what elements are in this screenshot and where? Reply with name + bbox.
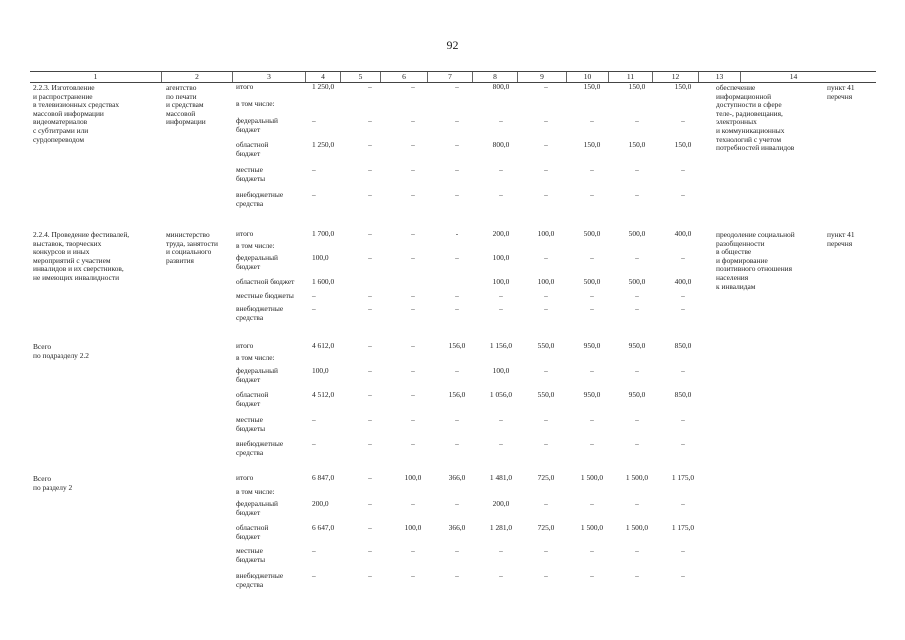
row-value-col-11: – (635, 165, 639, 174)
row-value-col-6: – (411, 229, 415, 238)
row-value-col-10: 1 500,0 (580, 473, 604, 482)
row-value-col-11: – (635, 366, 639, 375)
section-executor: министерство труда, занятости и социального развития (166, 230, 218, 265)
section-item-title: 2.2.3. Изготовление и распространение в телевизионных средствах массовой информации видеоматериалов с субтитрами или сурдопереводом (33, 83, 120, 144)
row-value-col-12: 400,0 (674, 277, 692, 286)
row-value-col-5: – (368, 499, 372, 508)
row-label: областной бюджет (236, 523, 269, 541)
row-value-col-10: – (590, 116, 594, 125)
row-label: областной бюджет (236, 390, 269, 408)
row-value-col-9: – (544, 439, 548, 448)
row-value-col-9: – (544, 165, 548, 174)
row-value-col-8: 1 056,0 (489, 390, 513, 399)
row-value-col-12: – (681, 571, 685, 580)
row-value-col-7: – (455, 140, 459, 149)
section-reference: пункт 41 перечня (827, 230, 855, 248)
row-value-col-8: 800,0 (492, 140, 510, 149)
row-value-col-12: – (681, 415, 685, 424)
row-value-col-10: 150,0 (583, 82, 601, 91)
row-value-col-12: – (681, 366, 685, 375)
row-value-col-9: 725,0 (537, 473, 555, 482)
column-header-11: 11 (608, 72, 652, 82)
row-value-col-7: 156,0 (448, 341, 466, 350)
row-value-col-10: 500,0 (583, 229, 601, 238)
row-value-col-9: – (544, 304, 548, 313)
row-value-col-11: 150,0 (628, 140, 646, 149)
column-header-6: 6 (380, 72, 427, 82)
row-value-col-11: – (635, 499, 639, 508)
row-value-col-10: – (590, 304, 594, 313)
row-label: в том числе: (236, 99, 275, 108)
row-value-col-8: – (499, 165, 503, 174)
row-value-col-4: 6 847,0 (312, 473, 335, 482)
row-value-col-9: – (544, 415, 548, 424)
row-value-col-4: 100,0 (312, 366, 329, 375)
row-value-col-12: 850,0 (674, 390, 692, 399)
row-label: областной бюджет (236, 140, 269, 158)
row-value-col-10: 500,0 (583, 277, 601, 286)
row-label: местные бюджеты (236, 291, 294, 300)
row-value-col-12: – (681, 499, 685, 508)
row-value-col-11: 950,0 (628, 341, 646, 350)
row-value-col-9: – (544, 140, 548, 149)
row-value-col-4: – (312, 415, 316, 424)
page-number: 92 (446, 38, 459, 52)
column-header-2: 2 (161, 72, 232, 82)
row-value-col-5: – (368, 571, 372, 580)
row-value-col-10: – (590, 291, 594, 300)
row-value-col-5: – (368, 82, 372, 91)
row-value-col-12: 150,0 (674, 140, 692, 149)
row-value-col-7: 366,0 (448, 523, 466, 532)
row-value-col-6: – (411, 291, 415, 300)
row-value-col-8: 100,0 (492, 277, 510, 286)
row-value-col-4: 1 600,0 (312, 277, 335, 286)
column-header-13: 13 (698, 72, 740, 82)
row-value-col-11: 1 500,0 (625, 473, 649, 482)
row-value-col-7: – (455, 165, 459, 174)
row-label: в том числе: (236, 487, 275, 496)
row-value-col-12: 150,0 (674, 82, 692, 91)
row-value-col-7: – (455, 439, 459, 448)
row-value-col-6: – (411, 571, 415, 580)
row-value-col-6: – (411, 190, 415, 199)
row-value-col-12: 1 175,0 (671, 523, 695, 532)
row-label: итого (236, 473, 254, 482)
row-label: областной бюджет (236, 277, 295, 286)
row-value-col-8: 800,0 (492, 82, 510, 91)
row-value-col-5: – (368, 304, 372, 313)
section-executor: агентство по печати и средствам массовой информации (166, 83, 206, 127)
row-value-col-4: – (312, 439, 316, 448)
row-value-col-11: – (635, 304, 639, 313)
row-value-col-8: – (499, 546, 503, 555)
row-value-col-5: – (368, 253, 372, 262)
row-value-col-10: – (590, 546, 594, 555)
row-value-col-10: – (590, 415, 594, 424)
row-value-col-11: 500,0 (628, 229, 646, 238)
row-value-col-7: – (455, 82, 459, 91)
row-value-col-4: – (312, 190, 316, 199)
row-label: федеральный бюджет (236, 366, 278, 384)
row-value-col-11: 150,0 (628, 82, 646, 91)
row-value-col-4: 6 647,0 (312, 523, 335, 532)
row-value-col-11: 500,0 (628, 277, 646, 286)
row-value-col-8: – (499, 415, 503, 424)
row-value-col-5: – (368, 140, 372, 149)
column-header-5: 5 (340, 72, 380, 82)
row-value-col-12: – (681, 546, 685, 555)
row-value-col-9: 550,0 (537, 341, 555, 350)
row-value-col-5: – (368, 229, 372, 238)
row-label: внебюджетные средства (236, 571, 284, 589)
row-value-col-7: – (455, 546, 459, 555)
row-value-col-4: 1 250,0 (312, 82, 335, 91)
row-value-col-5: – (368, 366, 372, 375)
row-value-col-6: 100,0 (404, 473, 422, 482)
row-value-col-7: – (455, 366, 459, 375)
row-value-col-4: 100,0 (312, 253, 329, 262)
row-label: федеральный бюджет (236, 499, 278, 517)
row-value-col-12: – (681, 253, 685, 262)
column-header-3: 3 (232, 72, 305, 82)
row-value-col-8: – (499, 190, 503, 199)
column-header-7: 7 (427, 72, 472, 82)
row-value-col-10: – (590, 253, 594, 262)
row-value-col-8: – (499, 304, 503, 313)
row-value-col-9: – (544, 291, 548, 300)
row-value-col-11: – (635, 415, 639, 424)
row-value-col-6: – (411, 341, 415, 350)
row-value-col-8: 1 481,0 (489, 473, 513, 482)
row-value-col-6: – (411, 253, 415, 262)
row-value-col-12: – (681, 190, 685, 199)
row-value-col-6: – (411, 366, 415, 375)
row-value-col-11: – (635, 116, 639, 125)
row-value-col-11: – (635, 291, 639, 300)
row-value-col-7: – (455, 499, 459, 508)
row-value-col-4: – (312, 116, 316, 125)
row-label: итого (236, 82, 254, 91)
section-item-title: Всего по подразделу 2.2 (33, 342, 89, 360)
row-value-col-11: 950,0 (628, 390, 646, 399)
row-value-col-7: – (455, 190, 459, 199)
row-value-col-10: – (590, 366, 594, 375)
row-value-col-7: – (455, 415, 459, 424)
row-value-col-8: 200,0 (492, 499, 510, 508)
column-header-row (30, 71, 876, 83)
row-label: федеральный бюджет (236, 253, 278, 271)
row-value-col-10: 150,0 (583, 140, 601, 149)
row-value-col-4: 4 512,0 (312, 390, 335, 399)
row-value-col-9: 550,0 (537, 390, 555, 399)
row-value-col-9: 100,0 (537, 277, 555, 286)
column-header-1: 1 (93, 72, 98, 81)
row-value-col-10: 950,0 (583, 341, 601, 350)
row-value-col-8: 1 281,0 (489, 523, 513, 532)
column-header-8: 8 (472, 72, 517, 82)
row-value-col-5: – (368, 546, 372, 555)
row-value-col-8: 1 156,0 (489, 341, 513, 350)
row-value-col-9: – (544, 116, 548, 125)
row-label: внебюджетные средства (236, 439, 284, 457)
row-value-col-10: 950,0 (583, 390, 601, 399)
row-label: в том числе: (236, 241, 275, 250)
row-value-col-5: – (368, 190, 372, 199)
row-value-col-11: – (635, 190, 639, 199)
column-header-9: 9 (517, 72, 566, 82)
row-value-col-5: – (368, 523, 372, 532)
section-effect: преодоление социальной разобщенности в обществе и формирование позитивного отношения населения к инвалидам (716, 230, 795, 291)
row-value-col-6: – (411, 140, 415, 149)
row-value-col-9: 100,0 (537, 229, 555, 238)
row-value-col-9: – (544, 499, 548, 508)
row-value-col-12: – (681, 291, 685, 300)
row-value-col-7: 156,0 (448, 390, 466, 399)
row-value-col-11: – (635, 546, 639, 555)
row-value-col-7: – (455, 291, 459, 300)
row-value-col-9: – (544, 571, 548, 580)
row-value-col-7: – (455, 253, 459, 262)
row-value-col-9: – (544, 546, 548, 555)
row-value-col-10: – (590, 499, 594, 508)
row-value-col-12: – (681, 304, 685, 313)
row-label: местные бюджеты (236, 415, 266, 433)
row-value-col-4: – (312, 165, 316, 174)
row-value-col-11: – (635, 439, 639, 448)
column-header-14: 14 (740, 72, 846, 82)
row-value-col-6: – (411, 415, 415, 424)
row-value-col-5: – (368, 165, 372, 174)
row-value-col-4: 1 250,0 (312, 140, 335, 149)
row-value-col-12: – (681, 116, 685, 125)
row-label: местные бюджеты (236, 165, 266, 183)
row-value-col-5: – (368, 390, 372, 399)
row-value-col-10: – (590, 571, 594, 580)
row-value-col-4: – (312, 304, 316, 313)
row-value-col-6: – (411, 390, 415, 399)
row-value-col-4: 1 700,0 (312, 229, 335, 238)
row-value-col-7: – (455, 116, 459, 125)
section-item-title: Всего по разделу 2 (33, 474, 73, 492)
row-label: внебюджетные средства (236, 190, 284, 208)
row-label: местные бюджеты (236, 546, 266, 564)
row-value-col-9: – (544, 253, 548, 262)
row-value-col-8: 100,0 (492, 366, 510, 375)
row-value-col-9: – (544, 190, 548, 199)
row-value-col-5: – (368, 116, 372, 125)
row-value-col-5: – (368, 291, 372, 300)
row-value-col-4: – (312, 546, 316, 555)
row-value-col-8: – (499, 291, 503, 300)
row-value-col-5: – (368, 415, 372, 424)
column-header-4: 4 (305, 72, 340, 82)
row-value-col-10: – (590, 190, 594, 199)
row-value-col-7: 366,0 (448, 473, 466, 482)
row-value-col-11: – (635, 571, 639, 580)
row-value-col-8: – (499, 116, 503, 125)
row-value-col-4: 4 612,0 (312, 341, 335, 350)
row-value-col-12: 400,0 (674, 229, 692, 238)
row-value-col-8: – (499, 571, 503, 580)
row-value-col-9: – (544, 82, 548, 91)
row-label: итого (236, 229, 254, 238)
row-value-col-6: – (411, 304, 415, 313)
row-value-col-9: – (544, 366, 548, 375)
row-value-col-7: – (455, 571, 459, 580)
row-value-col-9: 725,0 (537, 523, 555, 532)
section-effect: обеспечение информационной доступности в сфере теле-, радиовещания, электронных и коммуникационных технологий с учетом потребностей инвалидов (716, 83, 795, 153)
row-value-col-5: – (368, 473, 372, 482)
row-label: в том числе: (236, 353, 275, 362)
row-value-col-6: – (411, 116, 415, 125)
row-value-col-11: 1 500,0 (625, 523, 649, 532)
row-value-col-10: 1 500,0 (580, 523, 604, 532)
section-item-title: 2.2.4. Проведение фестивалей, выставок, творческих конкурсов и иных мероприятий с участием инвалидов и их сверстников, не имеющих инвалидности (33, 230, 130, 282)
row-value-col-5: – (368, 439, 372, 448)
row-label: внебюджетные средства (236, 304, 284, 322)
row-value-col-4: – (312, 291, 316, 300)
row-value-col-4: – (312, 571, 316, 580)
row-label: федеральный бюджет (236, 116, 278, 134)
column-header-12: 12 (652, 72, 698, 82)
row-value-col-6: – (411, 439, 415, 448)
row-value-col-6: – (411, 546, 415, 555)
row-value-col-10: – (590, 439, 594, 448)
row-value-col-11: – (635, 253, 639, 262)
row-value-col-7: - (455, 229, 459, 238)
row-value-col-6: – (411, 499, 415, 508)
column-header-10: 10 (566, 72, 608, 82)
row-value-col-5: – (368, 341, 372, 350)
row-value-col-12: 1 175,0 (671, 473, 695, 482)
row-value-col-6: – (411, 165, 415, 174)
row-value-col-6: – (411, 82, 415, 91)
row-value-col-12: 850,0 (674, 341, 692, 350)
row-value-col-10: – (590, 165, 594, 174)
section-reference: пункт 41 перечня (827, 83, 855, 101)
row-value-col-7: – (455, 304, 459, 313)
row-value-col-12: – (681, 439, 685, 448)
row-value-col-8: 200,0 (492, 229, 510, 238)
row-value-col-8: 100,0 (492, 253, 510, 262)
row-value-col-8: – (499, 439, 503, 448)
row-value-col-4: 200,0 (312, 499, 329, 508)
row-value-col-6: 100,0 (404, 523, 422, 532)
row-value-col-12: – (681, 165, 685, 174)
row-label: итого (236, 341, 254, 350)
